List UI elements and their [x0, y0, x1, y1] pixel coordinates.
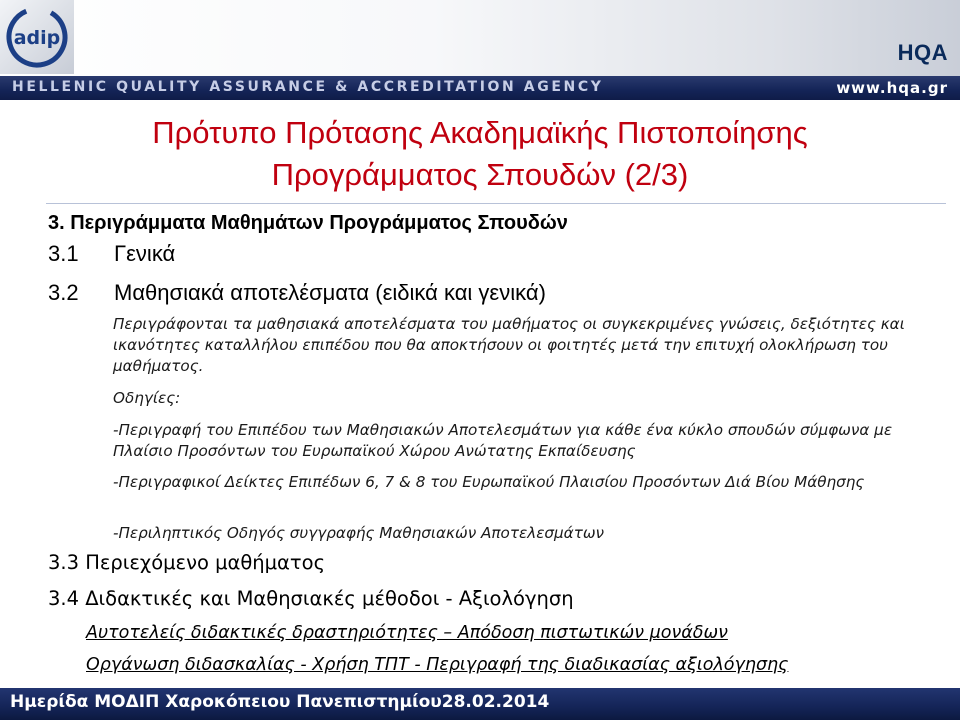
- footer-text: Ημερίδα ΜΟΔΙΠ Χαροκόπειου Πανεπιστημίου28.02.2014: [10, 692, 550, 712]
- hqa-brand: HQA: [897, 40, 948, 65]
- instruction-item-3: -Περιληπτικός Οδηγός συγγραφής Μαθησιακών Αποτελεσμάτων: [113, 524, 605, 542]
- section-3-1-label: Γενικά: [114, 241, 176, 266]
- agency-website[interactable]: www.hqa.gr: [836, 79, 948, 97]
- title-line-1: Πρότυπο Πρότασης Ακαδημαϊκής Πιστοποίησης: [152, 115, 808, 150]
- section-3-3: 3.3 Περιεχόμενο μαθήματος: [48, 551, 326, 574]
- header-banner: [0, 0, 960, 100]
- subsection-teaching-organization: Οργάνωση διδασκαλίας - Χρήση ΤΠΤ - Περιγραφή της διαδικασίας αξιολόγησης: [86, 655, 789, 675]
- subsection-credits: Αυτοτελείς διδακτικές δραστηριότητες – Απόδοση πιστωτικών μονάδων: [86, 623, 728, 643]
- footer-bar: [0, 688, 960, 720]
- agency-name: HELLENIC QUALITY ASSURANCE & ACCREDITATION AGENCY: [12, 79, 604, 95]
- instructions-label: Οδηγίες:: [113, 389, 181, 407]
- section-3-2: [48, 280, 546, 306]
- slide-title: [0, 112, 960, 196]
- adip-logo-icon: [3, 3, 71, 71]
- learning-outcomes-description: Περιγράφονται τα μαθησιακά αποτελέσματα του μαθήματος οι συγκεκριμένες γνώσεις, δεξιότητες και ικανότητες καταλλήλου επιπέδου που θα αποκτήσουν οι φοιτητές μετά την επιτυχή ολοκλήρωση του μαθήματος.: [113, 315, 905, 375]
- adip-logo: [0, 0, 74, 74]
- title-divider: [46, 203, 946, 204]
- instruction-item-1: -Περιγραφή του Επιπέδου των Μαθησιακών Αποτελεσμάτων για κάθε ένα κύκλο σπουδών σύμφωνα με Πλαίσιο Προσόντων του Ευρωπαϊκού Χώρου Ανώτατης Εκπαίδευσης: [113, 421, 893, 460]
- logo-text: adip: [13, 27, 61, 49]
- section-heading: 3. Περιγράμματα Μαθημάτων Προγράμματος Σπουδών: [48, 212, 568, 234]
- title-line-2: [0, 154, 960, 196]
- section-3-1-number: 3.1: [48, 241, 79, 266]
- section-3-1: [48, 241, 175, 267]
- section-3-4: 3.4 Διδακτικές και Μαθησιακές μέθοδοι - Αξιολόγηση: [48, 587, 574, 610]
- section-3-2-label: Μαθησιακά αποτελέσματα (ειδικά και γενικά): [114, 280, 546, 305]
- agency-bar: [0, 76, 960, 100]
- section-3-2-number: 3.2: [48, 280, 79, 305]
- title-line-2-suffix: (2/3): [624, 157, 689, 192]
- title-line-2-main: Προγράμματος Σπουδών: [271, 157, 616, 192]
- instruction-item-2: -Περιγραφικοί Δείκτες Επιπέδων 6, 7 & 8 του Ευρωπαϊκού Πλαισίου Προσόντων Διά Βίου Μάθησης: [113, 473, 865, 491]
